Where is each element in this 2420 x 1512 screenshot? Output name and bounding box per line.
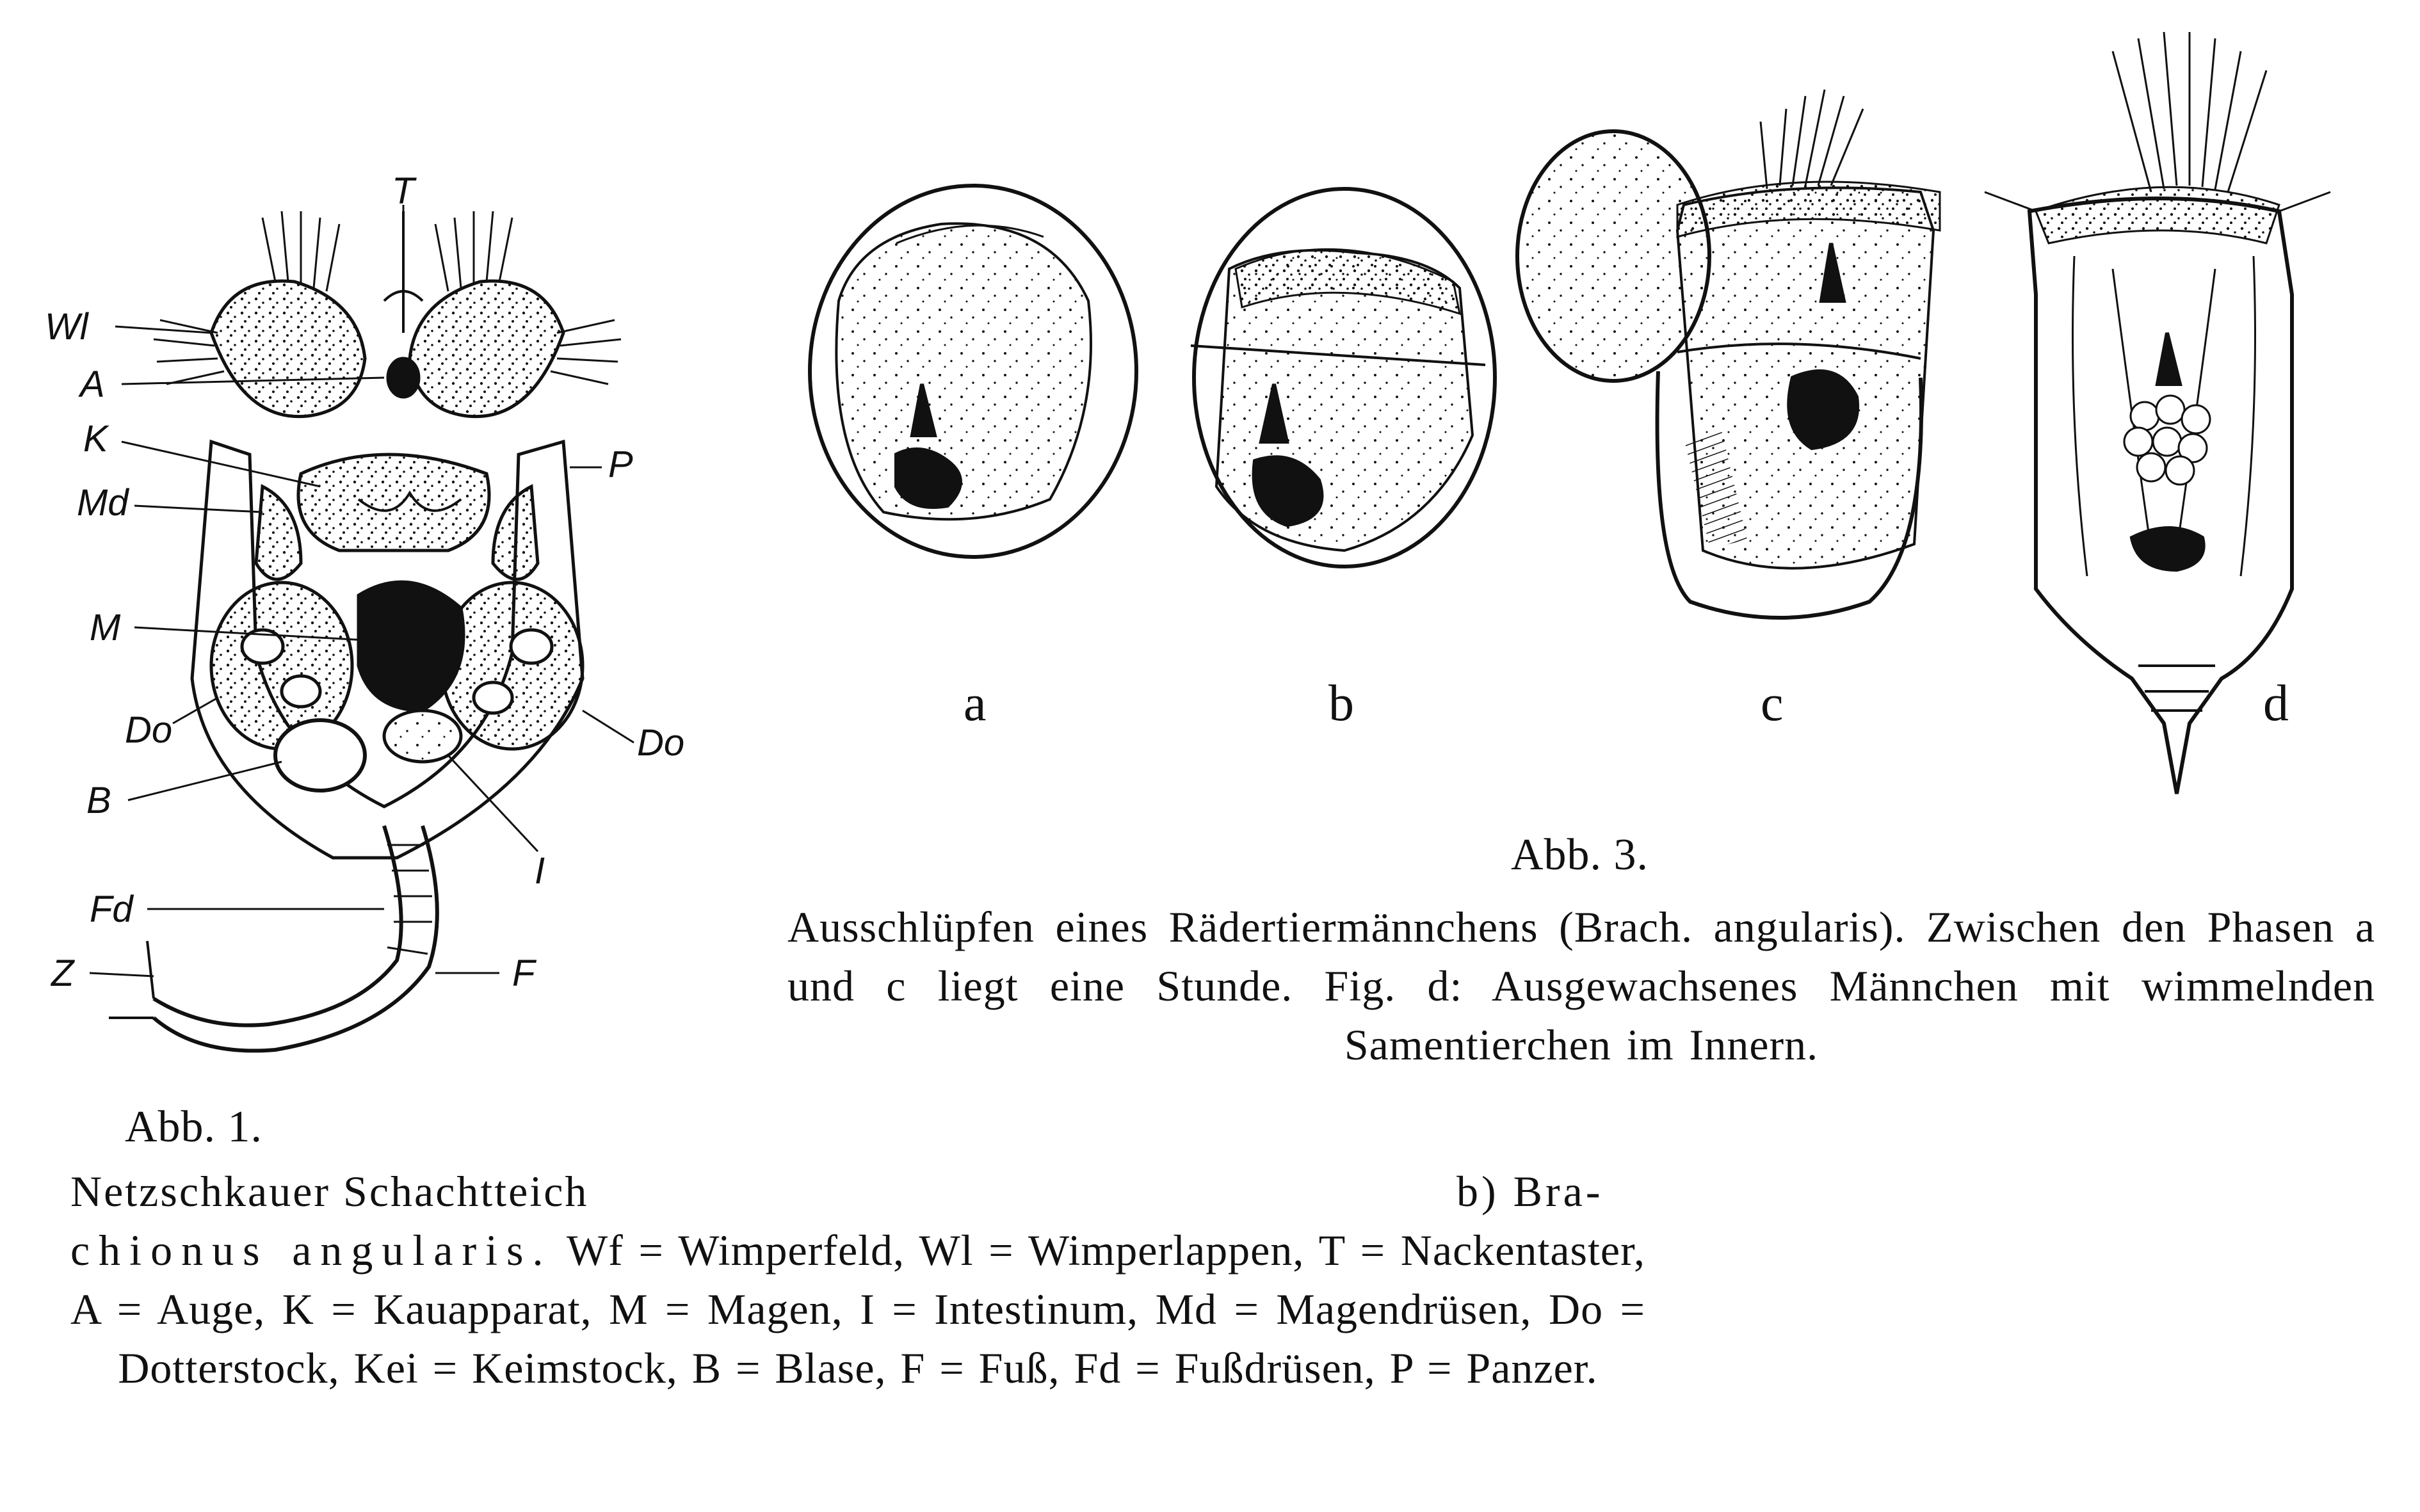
label-Md: Md [77, 482, 129, 524]
bladder [275, 720, 365, 791]
label-F: F [512, 953, 535, 994]
ciliary-lobe-right [410, 281, 563, 417]
figure1-species: chionus angularis. [70, 1226, 553, 1275]
phase-b-drawing [1191, 189, 1495, 567]
cilia-c [1761, 90, 1863, 189]
figure1-part-b-prefix: b) Bra- [1456, 1167, 1604, 1216]
label-Do-right: Do [637, 722, 685, 764]
label-M: M [90, 607, 121, 648]
label-Wl: Wl [45, 306, 88, 348]
phase-label-c: c [1761, 675, 1784, 732]
label-A: A [80, 364, 105, 405]
phase-c-drawing [1517, 90, 1940, 618]
male-body-d [2029, 198, 2292, 794]
cilia-d [1985, 32, 2330, 211]
embryo-a [836, 223, 1091, 519]
label-Do-left: Do [125, 709, 173, 751]
vitellarium-right [442, 583, 583, 749]
eye [388, 358, 419, 397]
phase-label-d: d [2263, 675, 2289, 732]
label-I: I [535, 850, 545, 892]
phase-label-b: b [1328, 675, 1354, 732]
intestine [384, 711, 461, 762]
label-T: T [392, 170, 415, 212]
label-K: K [83, 418, 108, 460]
figure1-legend-text: Wf = Wimperfeld, Wl = Wimperlappen, T = Nackentaster, A = Auge, K = Kauapparat, M = Magen, I = Intestinum, Md = Magendrüsen, Do = Dotterstock, Kei = Keimstock, B = Blase, F = Fuß, Fd = Fußdrüsen, P = Panzer. [70, 1226, 1645, 1392]
ciliary-lobe-left [211, 281, 365, 417]
figure1-legend [70, 1221, 1645, 1397]
mastax [298, 454, 489, 551]
figure3-title: Abb. 3. [1511, 830, 1649, 880]
figure1-location: Netzschkauer Schachtteich [70, 1167, 589, 1216]
label-Fd: Fd [90, 889, 133, 930]
label-B: B [86, 780, 111, 821]
label-Z: Z [51, 953, 74, 994]
phase-label-a: a [964, 675, 987, 732]
phase-a-drawing [810, 186, 1136, 557]
toes [109, 941, 154, 1018]
gastric-glands [256, 487, 301, 579]
label-P: P [608, 444, 633, 485]
figure1-title: Abb. 1. [125, 1102, 263, 1152]
figure3-caption: Ausschlüpfen eines Rädertiermännchens (Brach. angularis). Zwischen den Phasen a und c liegt eine Stunde. Fig. d: Ausgewachsenes Männchen mit wimmelnden Samentierchen im Innern. [787, 903, 2375, 1069]
